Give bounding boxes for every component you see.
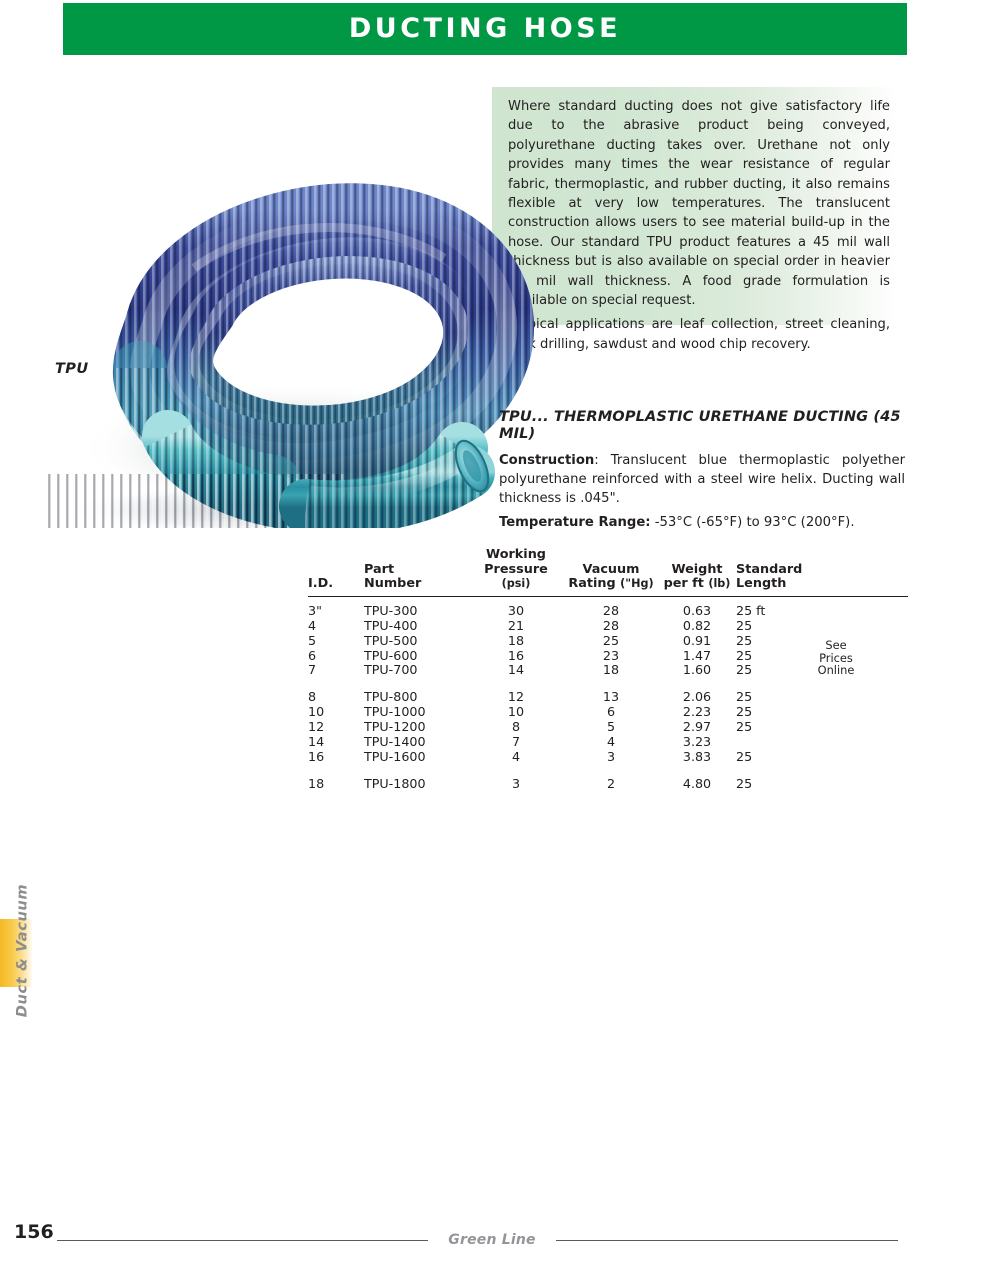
- cell-working-pressure: 4: [511, 748, 521, 764]
- cell-price-spacer: [828, 596, 908, 618]
- col-header-working-line1: Working: [486, 547, 546, 562]
- prices-note-line2: Prices: [819, 650, 853, 665]
- cell-price-spacer: [828, 619, 908, 634]
- spec-temperature: [499, 513, 905, 532]
- cell-vacuum-rating: 13: [602, 689, 620, 705]
- cell-standard-length: 25: [736, 775, 753, 791]
- col-header-id-text: I.D.: [308, 576, 334, 592]
- page-title: DUCTING HOSE: [348, 13, 622, 44]
- table-row[interactable]: [308, 777, 908, 792]
- cell-part-number: TPU-800: [364, 689, 418, 705]
- cell-working-pressure: 3: [511, 775, 521, 791]
- page-header-banner: [63, 3, 907, 55]
- cell-weight-per-ft: 3.83: [682, 748, 712, 764]
- cell-weight-per-ft: 4.80: [682, 775, 712, 791]
- cell-part-number: TPU-700: [364, 662, 418, 678]
- cell-working-pressure: 12: [507, 689, 525, 705]
- cell-vacuum-rating: 3: [606, 748, 616, 764]
- table-row[interactable]: [308, 705, 908, 720]
- cell-standard-length: 25: [736, 632, 753, 648]
- col-header-vacuum-unit: ("Hg): [620, 577, 654, 591]
- cell-working-pressure: 16: [507, 647, 525, 663]
- cell-id: 3": [308, 602, 322, 618]
- cell-price-spacer: [828, 690, 908, 705]
- see-prices-online-note[interactable]: [797, 639, 875, 677]
- col-header-weight-line1: Weight: [671, 561, 723, 577]
- cell-id: 14: [308, 734, 325, 750]
- col-header-part-line1: Part: [364, 561, 395, 577]
- cell-weight-per-ft: 2.23: [682, 704, 712, 720]
- table-header-row: [308, 548, 908, 596]
- cell-weight-per-ft: 1.60: [682, 662, 712, 678]
- intro-description-panel: [492, 87, 897, 352]
- cell-standard-length: 25 ft: [736, 602, 766, 618]
- cell-part-number: TPU-1400: [364, 734, 426, 750]
- spacer-cell: [828, 765, 908, 777]
- cell-vacuum-rating: 28: [602, 617, 620, 633]
- table-row[interactable]: [308, 619, 908, 634]
- prices-note-line3: Online: [817, 663, 855, 678]
- cell-working-pressure: 14: [507, 662, 525, 678]
- cell-standard-length: 25: [736, 647, 753, 663]
- table-row[interactable]: [308, 596, 908, 618]
- col-header-part-number: [364, 548, 468, 596]
- cell-vacuum-rating: 25: [602, 632, 620, 648]
- cell-working-pressure: 30: [507, 602, 525, 618]
- cell-working-pressure: 7: [511, 734, 521, 750]
- col-header-vacuum-line1: Vacuum: [582, 561, 640, 577]
- cell-id: 4: [308, 617, 317, 633]
- spec-temperature-text: -53°C (-65°F) to 93°C (200°F).: [650, 515, 855, 530]
- cell-id: 6: [308, 647, 317, 663]
- prices-note-line1: See: [825, 638, 847, 652]
- cell-part-number: TPU-1000: [364, 704, 426, 720]
- page-number: 156: [14, 1221, 54, 1243]
- col-header-standard-length: [736, 548, 828, 596]
- footer-brand-wrapper: [428, 1229, 556, 1251]
- cell-price-spacer: [828, 750, 908, 765]
- cell-part-number: TPU-500: [364, 632, 418, 648]
- col-header-pricing-spacer: [828, 548, 908, 596]
- cell-id: 16: [308, 748, 325, 764]
- cell-id: 7: [308, 662, 317, 678]
- cell-vacuum-rating: 6: [606, 704, 616, 720]
- cell-standard-length: 25: [736, 689, 753, 705]
- cell-vacuum-rating: 28: [602, 602, 620, 618]
- col-header-working-pressure: [468, 548, 564, 596]
- table-row[interactable]: [308, 750, 908, 765]
- table-row[interactable]: [308, 690, 908, 705]
- cell-vacuum-rating: 18: [602, 662, 620, 678]
- cell-weight-per-ft: 0.91: [682, 632, 712, 648]
- cell-weight-per-ft: 2.97: [682, 719, 712, 735]
- col-header-weight-unit: (lb): [708, 577, 731, 591]
- col-header-working-line2: Pressure: [484, 561, 548, 577]
- cell-id: 12: [308, 719, 325, 735]
- cell-standard-length: 25: [736, 704, 753, 720]
- cell-vacuum-rating: 5: [606, 719, 616, 735]
- cell-weight-per-ft: 2.06: [682, 689, 712, 705]
- section-tab-label: Duct & Vacuum: [13, 883, 31, 1018]
- intro-text-wrapper: [508, 97, 890, 354]
- spacer-cell: [828, 678, 908, 690]
- col-header-part-line2: Number: [364, 576, 422, 592]
- footer-brand: Green Line: [448, 1232, 536, 1248]
- cell-weight-per-ft: 1.47: [682, 647, 712, 663]
- cell-standard-length: [736, 735, 828, 750]
- col-header-length-line2: Length: [736, 576, 787, 592]
- product-photo-ducting-hose: [44, 118, 536, 528]
- cell-working-pressure: 8: [511, 719, 521, 735]
- spec-temperature-label: Temperature Range:: [499, 515, 651, 530]
- spec-construction-label: Construction: [499, 453, 595, 468]
- table-row[interactable]: [308, 720, 908, 735]
- cell-id: 10: [308, 704, 325, 720]
- table-head: [308, 548, 908, 596]
- intro-paragraph-primary: Where standard ducting does not give satisfactory life due to the abrasive product being conveyed, polyurethane ducting takes over. Urethane not only provides many times the wear resistance of regular fabric, thermoplastic, and rubber ducting, it also remains flexible at very low temperatures. The translucent construction allows users to see material build-up in the hose. Our standard TPU product features a 45 mil wall thickness but is also available on special order in heavier 60 mil wall thickness. A food grade formulation is available on special request.: [508, 99, 890, 309]
- product-photo-caption: TPU: [55, 361, 89, 377]
- table-body: [308, 596, 908, 791]
- col-header-length-line1: Standard: [736, 561, 803, 577]
- cell-working-pressure: 18: [507, 632, 525, 648]
- col-header-vacuum-line2: Rating: [568, 576, 616, 592]
- hose-illustration: [44, 118, 536, 528]
- cell-id: 8: [308, 689, 317, 705]
- spec-heading: TPU... THERMOPLASTIC URETHANE DUCTING (45 MIL): [499, 408, 901, 442]
- col-header-working-unit: (psi): [501, 577, 531, 591]
- cell-part-number: TPU-600: [364, 647, 418, 663]
- specification-description: [499, 408, 905, 532]
- cell-part-number: TPU-1600: [364, 748, 426, 764]
- cell-part-number: TPU-300: [364, 602, 418, 618]
- spec-construction: [499, 451, 905, 508]
- cell-standard-length: 25: [736, 617, 753, 633]
- col-header-id: [308, 548, 364, 596]
- cell-standard-length: 25: [736, 719, 753, 735]
- cell-working-pressure: 21: [507, 617, 525, 633]
- col-header-vacuum-rating: [564, 548, 658, 596]
- cell-price-spacer: [828, 705, 908, 720]
- cell-vacuum-rating: 2: [606, 775, 616, 791]
- cell-vacuum-rating: 4: [606, 734, 616, 750]
- cell-working-pressure: 10: [507, 704, 525, 720]
- col-header-weight-line2: per ft: [663, 576, 704, 592]
- cell-standard-length: 25: [736, 748, 753, 764]
- cell-standard-length: 25: [736, 662, 753, 678]
- spacer-cell: [308, 678, 364, 690]
- cell-weight-per-ft: 3.23: [682, 734, 712, 750]
- table-row[interactable]: [308, 735, 908, 750]
- cell-weight-per-ft: 0.63: [682, 602, 712, 618]
- cell-price-spacer: [828, 735, 908, 750]
- cell-id: 18: [308, 775, 325, 791]
- cell-vacuum-rating: 23: [602, 647, 620, 663]
- cell-price-spacer: [828, 777, 908, 792]
- spec-construction-text: : Translucent blue thermoplastic polyether polyurethane reinforced with a steel wire helix. Ducting wall thickness is .045".: [499, 453, 905, 506]
- col-header-weight: [658, 548, 736, 596]
- cell-part-number: TPU-400: [364, 617, 418, 633]
- cell-weight-per-ft: 0.82: [682, 617, 712, 633]
- cell-part-number: TPU-1800: [364, 775, 426, 791]
- cell-id: 5: [308, 632, 317, 648]
- intro-paragraph-applications: Typical applications are leaf collection, street cleaning, rock drilling, sawdust and wood chip recovery.: [508, 317, 890, 352]
- cell-price-spacer: [828, 720, 908, 735]
- cell-part-number: TPU-1200: [364, 719, 426, 735]
